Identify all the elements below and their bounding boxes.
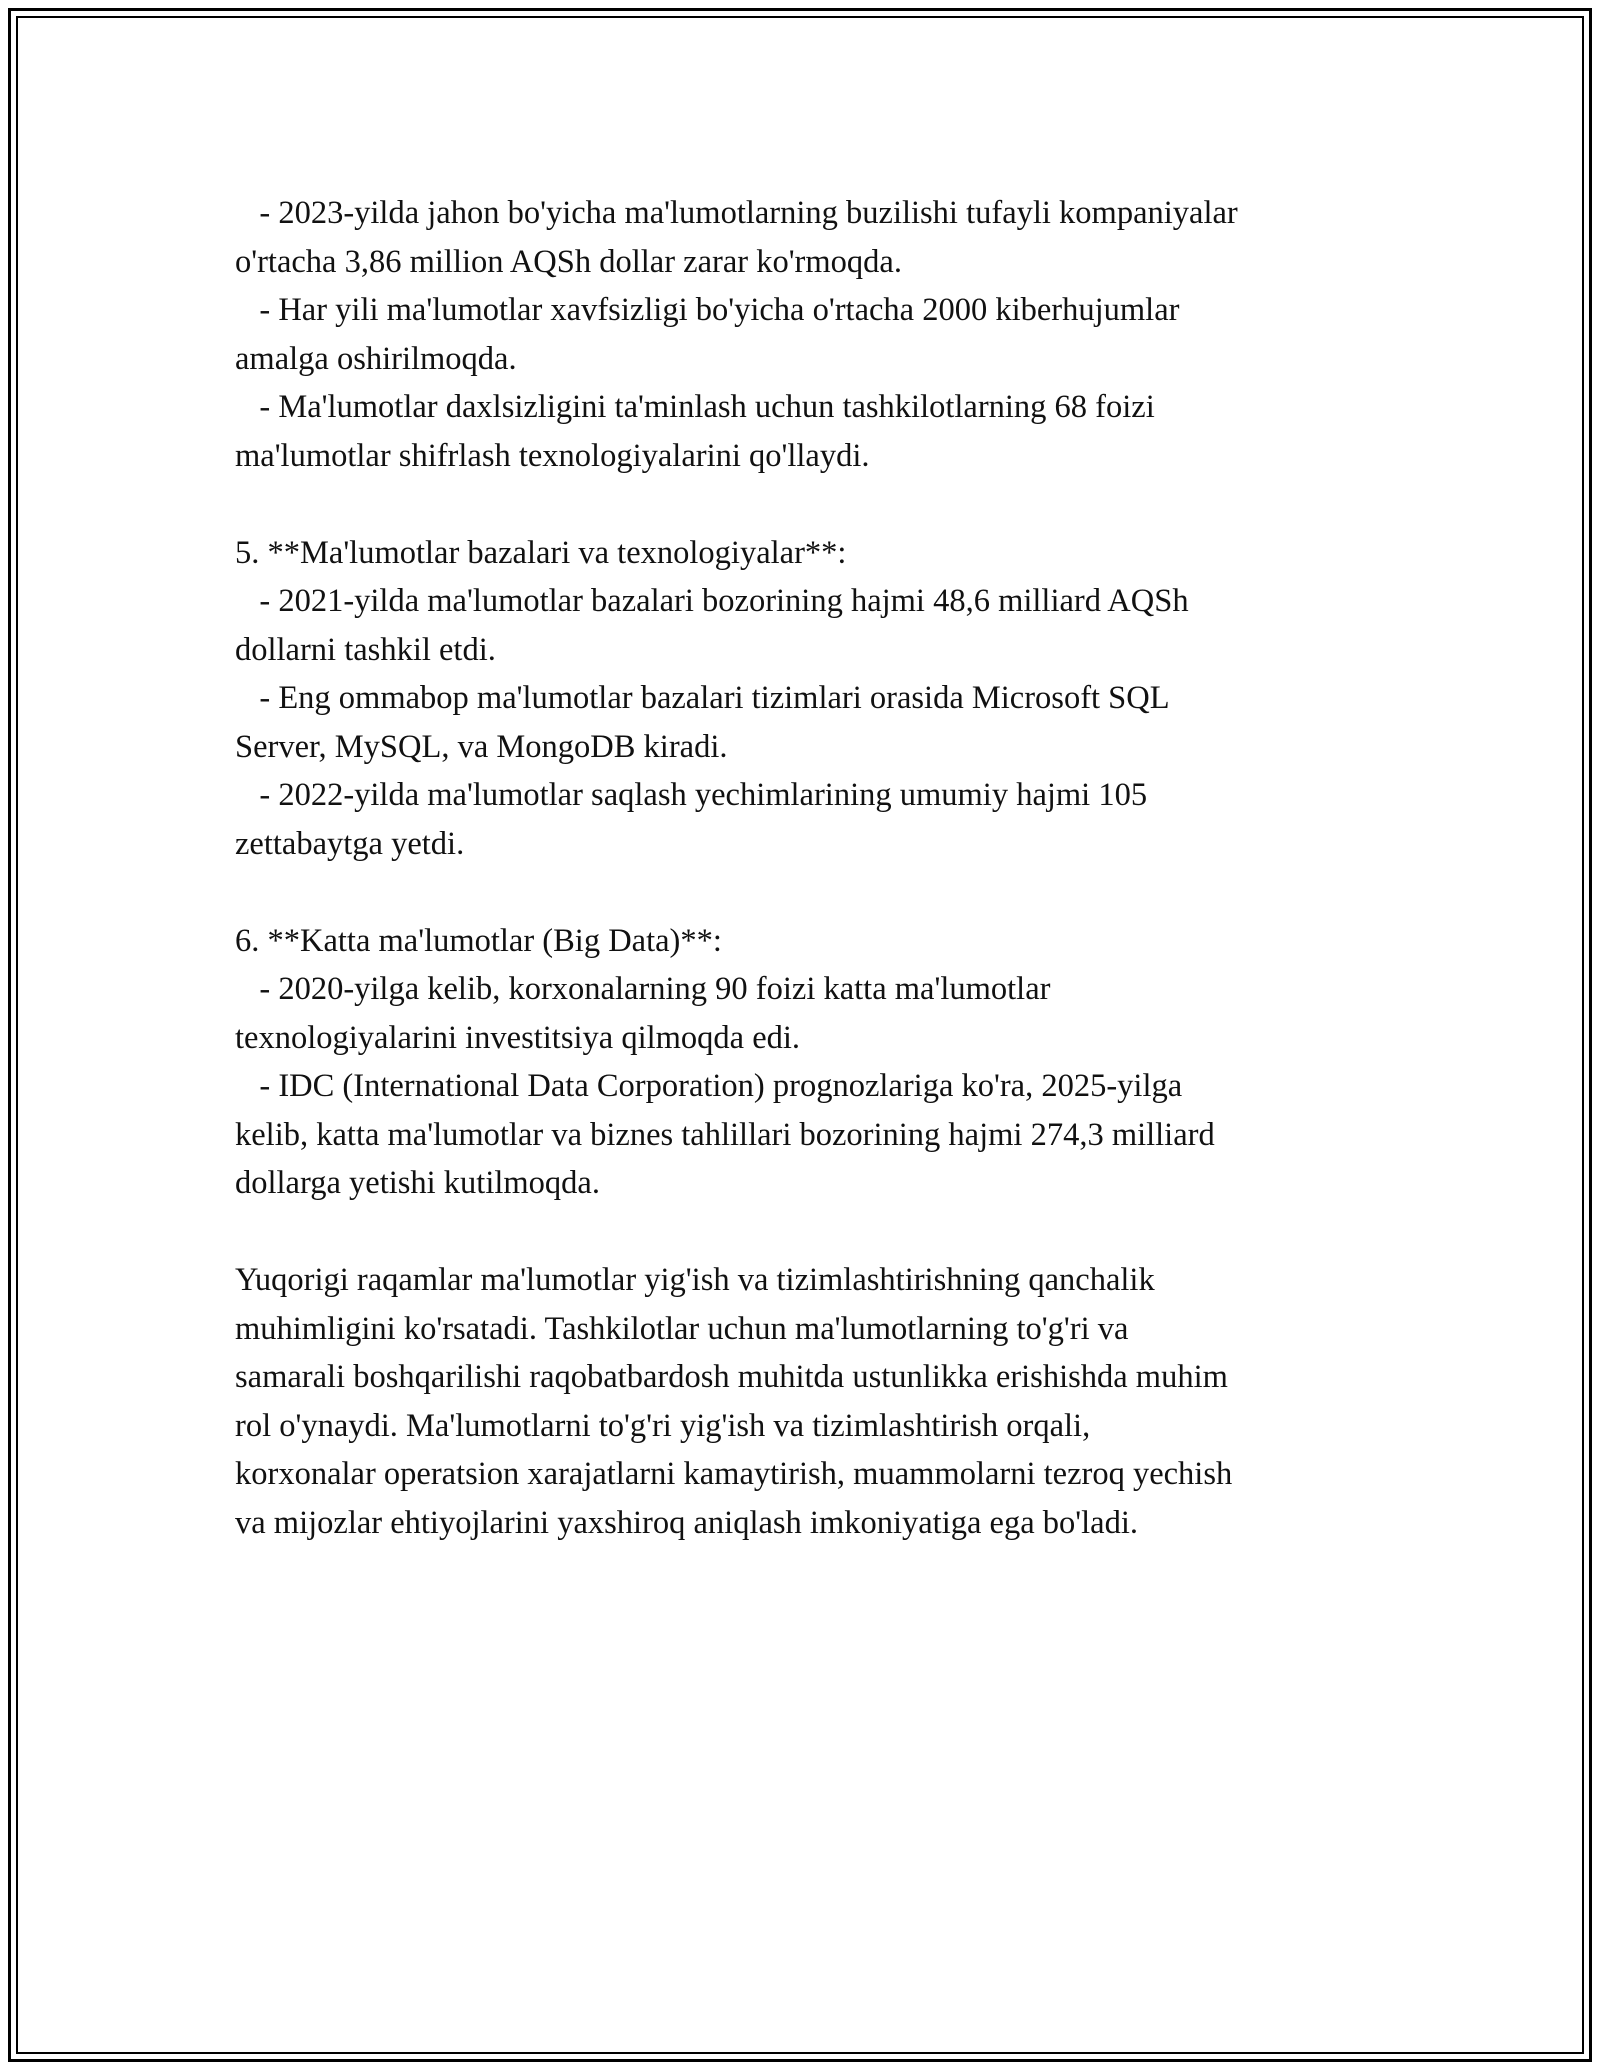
text-line: Server, MySQL, va MongoDB kiradi. [235, 728, 728, 765]
text-line: o'rtacha 3,86 million AQSh dollar zarar ko'rmoqda. [235, 243, 902, 280]
text-line: dollarni tashkil etdi. [235, 631, 496, 668]
text-line: - Har yili ma'lumotlar xavfsizligi bo'yicha o'rtacha 2000 kiberhujumlar [235, 292, 1180, 328]
blank-line [235, 480, 1415, 529]
text-line: - 2021-yilda ma'lumotlar bazalari bozorining hajmi 48,6 milliard AQSh [235, 583, 1189, 619]
text-line: samarali boshqarilishi raqobatbardosh muhitda ustunlikka erishishda muhim [235, 1359, 1228, 1395]
text-line: - Ma'lumotlar daxlsizligini ta'minlash uchun tashkilotlarning 68 foizi [235, 389, 1155, 425]
blank-line [235, 1208, 1415, 1257]
section-heading: 5. **Ma'lumotlar bazalari va texnologiyalar**: [235, 534, 847, 571]
text-line: Yuqorigi raqamlar ma'lumotlar yig'ish va tizimlashtirishning qanchalik [235, 1262, 1155, 1298]
text-line: - 2022-yilda ma'lumotlar saqlash yechimlarining umumiy hajmi 105 [235, 777, 1148, 813]
text-line: - Eng ommabop ma'lumotlar bazalari tizimlari orasida Microsoft SQL [235, 680, 1170, 716]
blank-line [235, 868, 1415, 917]
text-line: dollarga yetishi kutilmoqda. [235, 1165, 600, 1201]
document-body [235, 189, 1415, 1547]
text-line: ma'lumotlar shifrlash texnologiyalarini qo'llaydi. [235, 437, 870, 474]
section-heading: 6. **Katta ma'lumotlar (Big Data)**: [235, 922, 722, 959]
text-line: - 2023-yilda jahon bo'yicha ma'lumotlarning buzilishi tufayli kompaniyalar [235, 195, 1238, 231]
text-line: - IDC (International Data Corporation) prognozlariga ko'ra, 2025-yilga [235, 1068, 1183, 1104]
text-line: muhimligini ko'rsatadi. Tashkilotlar uchun ma'lumotlarning to'g'ri va [235, 1310, 1129, 1347]
text-line: zettabaytga yetdi. [235, 825, 465, 862]
text-line: amalga oshirilmoqda. [235, 340, 517, 377]
text-line: va mijozlar ehtiyojlarini yaxshiroq aniqlash imkoniyatiga ega bo'ladi. [235, 1504, 1138, 1541]
text-line: korxonalar operatsion xarajatlarni kamaytirish, muammolarni tezroq yechish [235, 1456, 1233, 1492]
text-line: kelib, katta ma'lumotlar va biznes tahlillari bozorining hajmi 274,3 milliard [235, 1116, 1215, 1153]
text-line: - 2020-yilga kelib, korxonalarning 90 foizi katta ma'lumotlar [235, 971, 1051, 1007]
text-line: rol o'ynaydi. Ma'lumotlarni to'g'ri yig'ish va tizimlashtirish orqali, [235, 1407, 1091, 1444]
text-line: texnologiyalarini investitsiya qilmoqda edi. [235, 1019, 801, 1056]
